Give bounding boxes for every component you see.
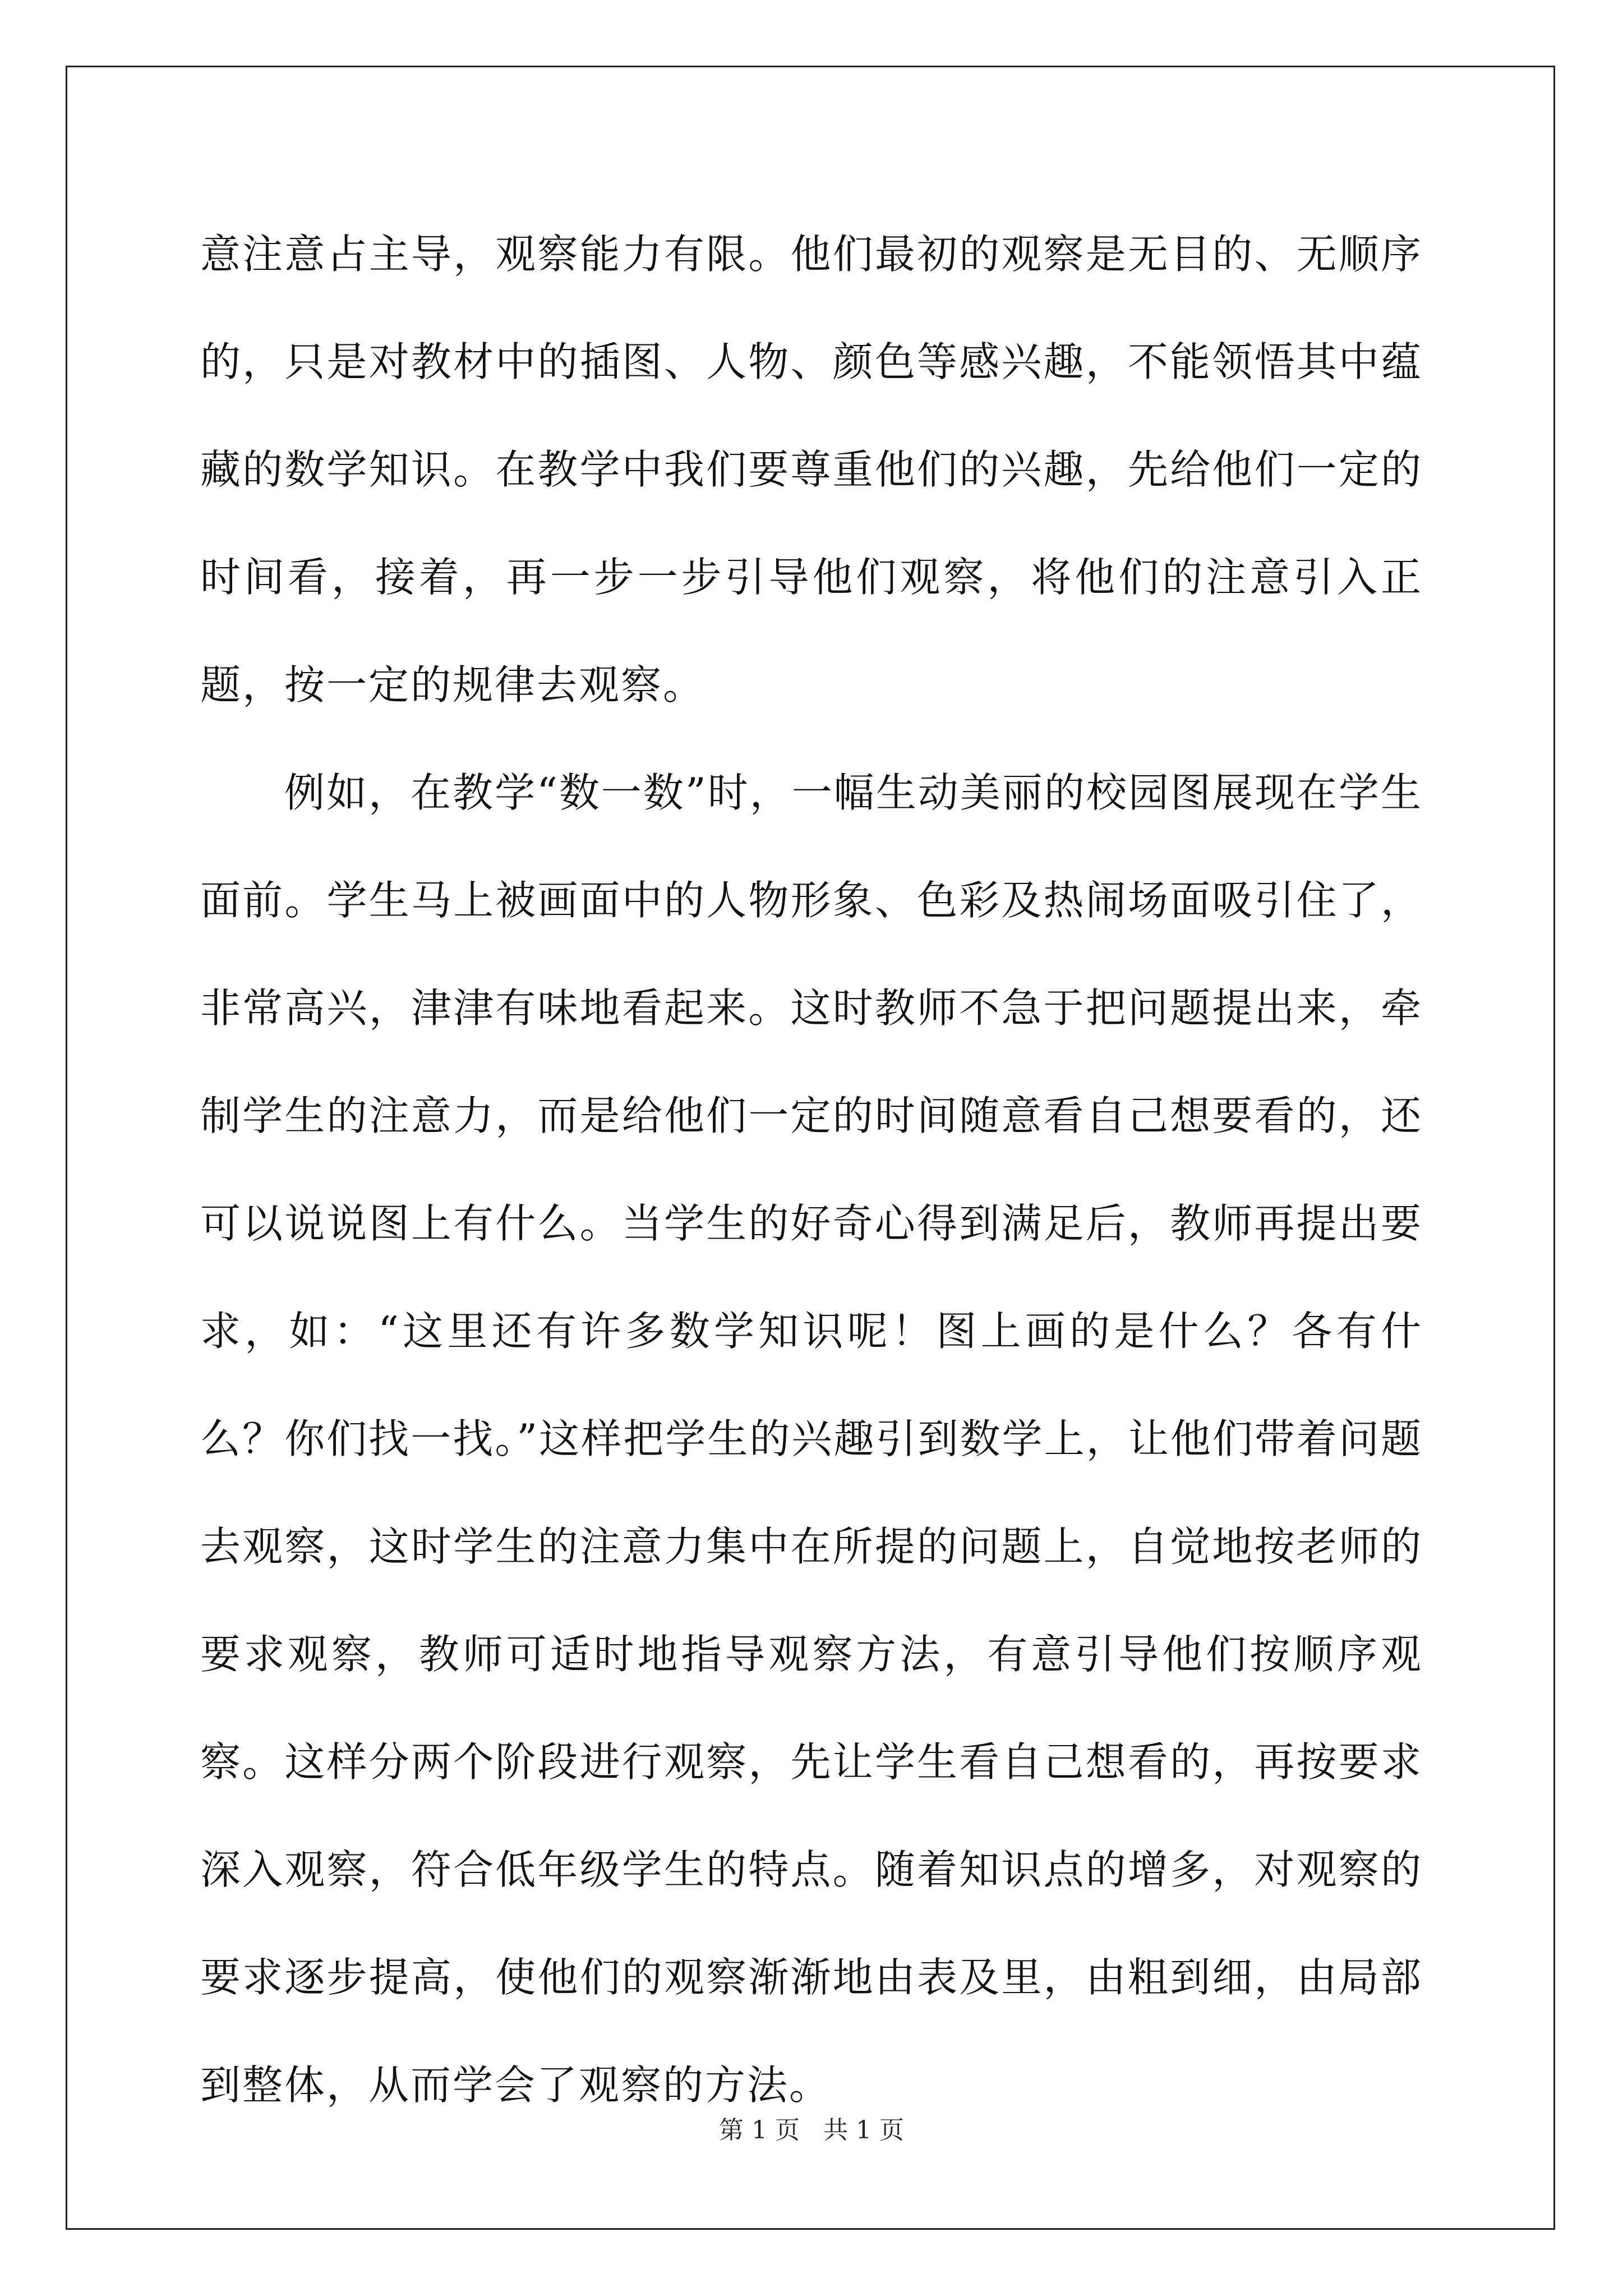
paragraph-1: 意注意占主导，观察能力有限。他们最初的观察是无目的、无顺序的，只是对教材中的插图、人物、颜色等感兴趣，不能领悟其中蕴藏的数学知识。在教学中我们要尊重他们的兴趣，先给他们一定的时间看，接着，再一步一步引导他们观察，将他们的注意引入正题，按一定的规律去观察。 [200,231,1423,708]
document-body [200,200,1423,2139]
page-number-footer: 第 1 页 共 1 页 [719,2116,904,2145]
paragraph-2: 例如，在教学“数一数”时，一幅生动美丽的校园图展现在学生面前。学生马上被画面中的人物形象、色彩及热闹场面吸引住了，非常高兴，津津有味地看起来。这时教师不急于把问题提出来，牵制学生的注意力，而是给他们一定的时间随意看自己想要看的，还可以说说图上有什么。当学生的好奇心得到满足后，教师再提出要求，如：“这里还有许多数学知识呢！图上画的是什么？各有什么？你们找一找。”这样把学生的兴趣引到数学上，让他们带着问题去观察，这时学生的注意力集中在所提的问题上，自觉地按老师的要求观察，教师可适时地指导观察方法，有意引导他们按顺序观察。这样分两个阶段进行观察，先让学生看自己想看的，再按要求深入观察，符合低年级学生的特点。随着知识点的增多，对观察的要求逐步提高，使他们的观察渐渐地由表及里，由粗到细，由局部到整体，从而学会了观察的方法。 [200,769,1423,2109]
